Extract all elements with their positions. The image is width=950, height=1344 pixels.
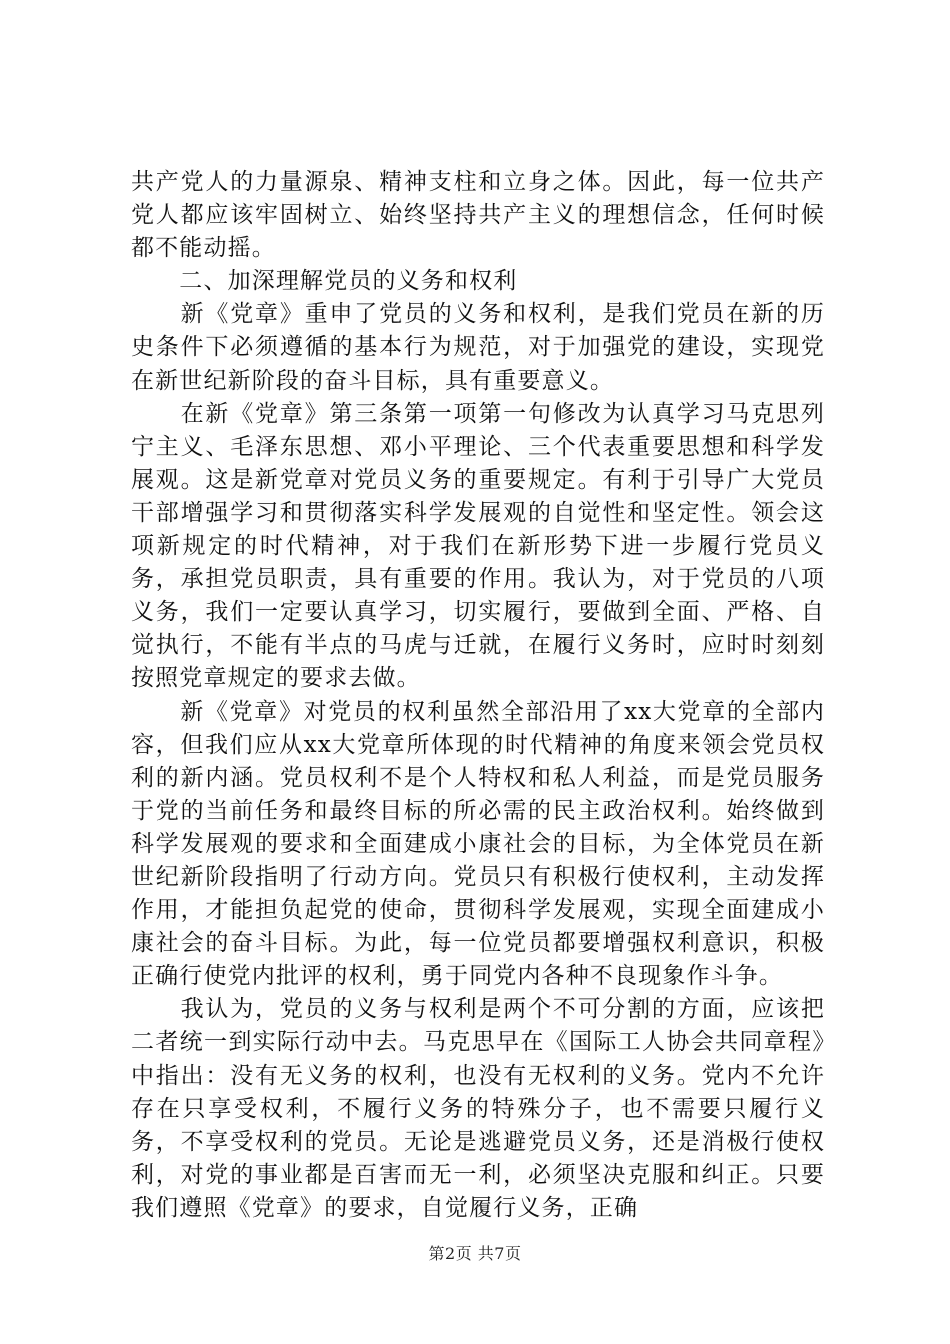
document-body (131, 166, 825, 1225)
paragraph: 新《党章》对党员的权利虽然全部沿用了xx大党章的全部内容，但我们应从xx大党章所体现的时代精神的角度来领会党员权利的新内涵。党员权利不是个人特权和私人利益，而是党员服务于党的当前任务和最终目标的所必需的民主政治权利。始终做到科学发展观的要求和全面建成小康社会的目标，为全体党员在新世纪新阶段指明了行动方向。党员只有积极行使权利，主动发挥作用，才能担负起党的使命，贯彻科学发展观，实现全面建成小康社会的奋斗目标。为此，每一位党员都要增强权利意识，积极正确行使党内批评的权利，勇于同党内各种不良现象作斗争。 (131, 698, 825, 990)
paragraph: 在新《党章》第三条第一项第一句修改为认真学习马克思列宁主义、毛泽东思想、邓小平理论、三个代表重要思想和科学发展观。这是新党章对党员义务的重要规定。有利于引导广大党员干部增强学习和贯彻落实科学发展观的自觉性和坚定性。领会这项新规定的时代精神，对于我们在新形势下进一步履行党员义务，承担党员职责，具有重要的作用。我认为，对于党员的八项义务，我们一定要认真学习，切实履行，要做到全面、严格、自觉执行，不能有半点的马虎与迁就，在履行义务时，应时时刻刻按照党章规定的要求去做。 (131, 400, 825, 692)
section-heading-2: 二、加深理解党员的义务和权利 (131, 268, 518, 295)
paragraph-continuation: 共产党人的力量源泉、精神支柱和立身之体。因此，每一位共产党人都应该牢固树立、始终坚持共产主义的理想信念，任何时候都不能动摇。 (131, 169, 825, 262)
paragraph: 新《党章》重申了党员的义务和权利，是我们党员在新的历史条件下必须遵循的基本行为规范，对于加强党的建设，实现党在新世纪新阶段的奋斗目标，具有重要意义。 (131, 301, 825, 394)
paragraph: 我认为，党员的义务与权利是两个不可分割的方面，应该把二者统一到实际行动中去。马克思早在《国际工人协会共同章程》中指出：没有无义务的权利，也没有无权利的义务。党内不允许存在只享受权利，不履行义务的特殊分子，也不需要只履行义务，不享受权利的党员。无论是逃避党员义务，还是消极行使权利，对党的事业都是百害而无一利，必须坚决克服和纠正。只要我们遵照《党章》的要求，自觉履行义务，正确 (131, 996, 825, 1221)
page-number-footer: 第2页 共7页 (428, 1244, 522, 1263)
